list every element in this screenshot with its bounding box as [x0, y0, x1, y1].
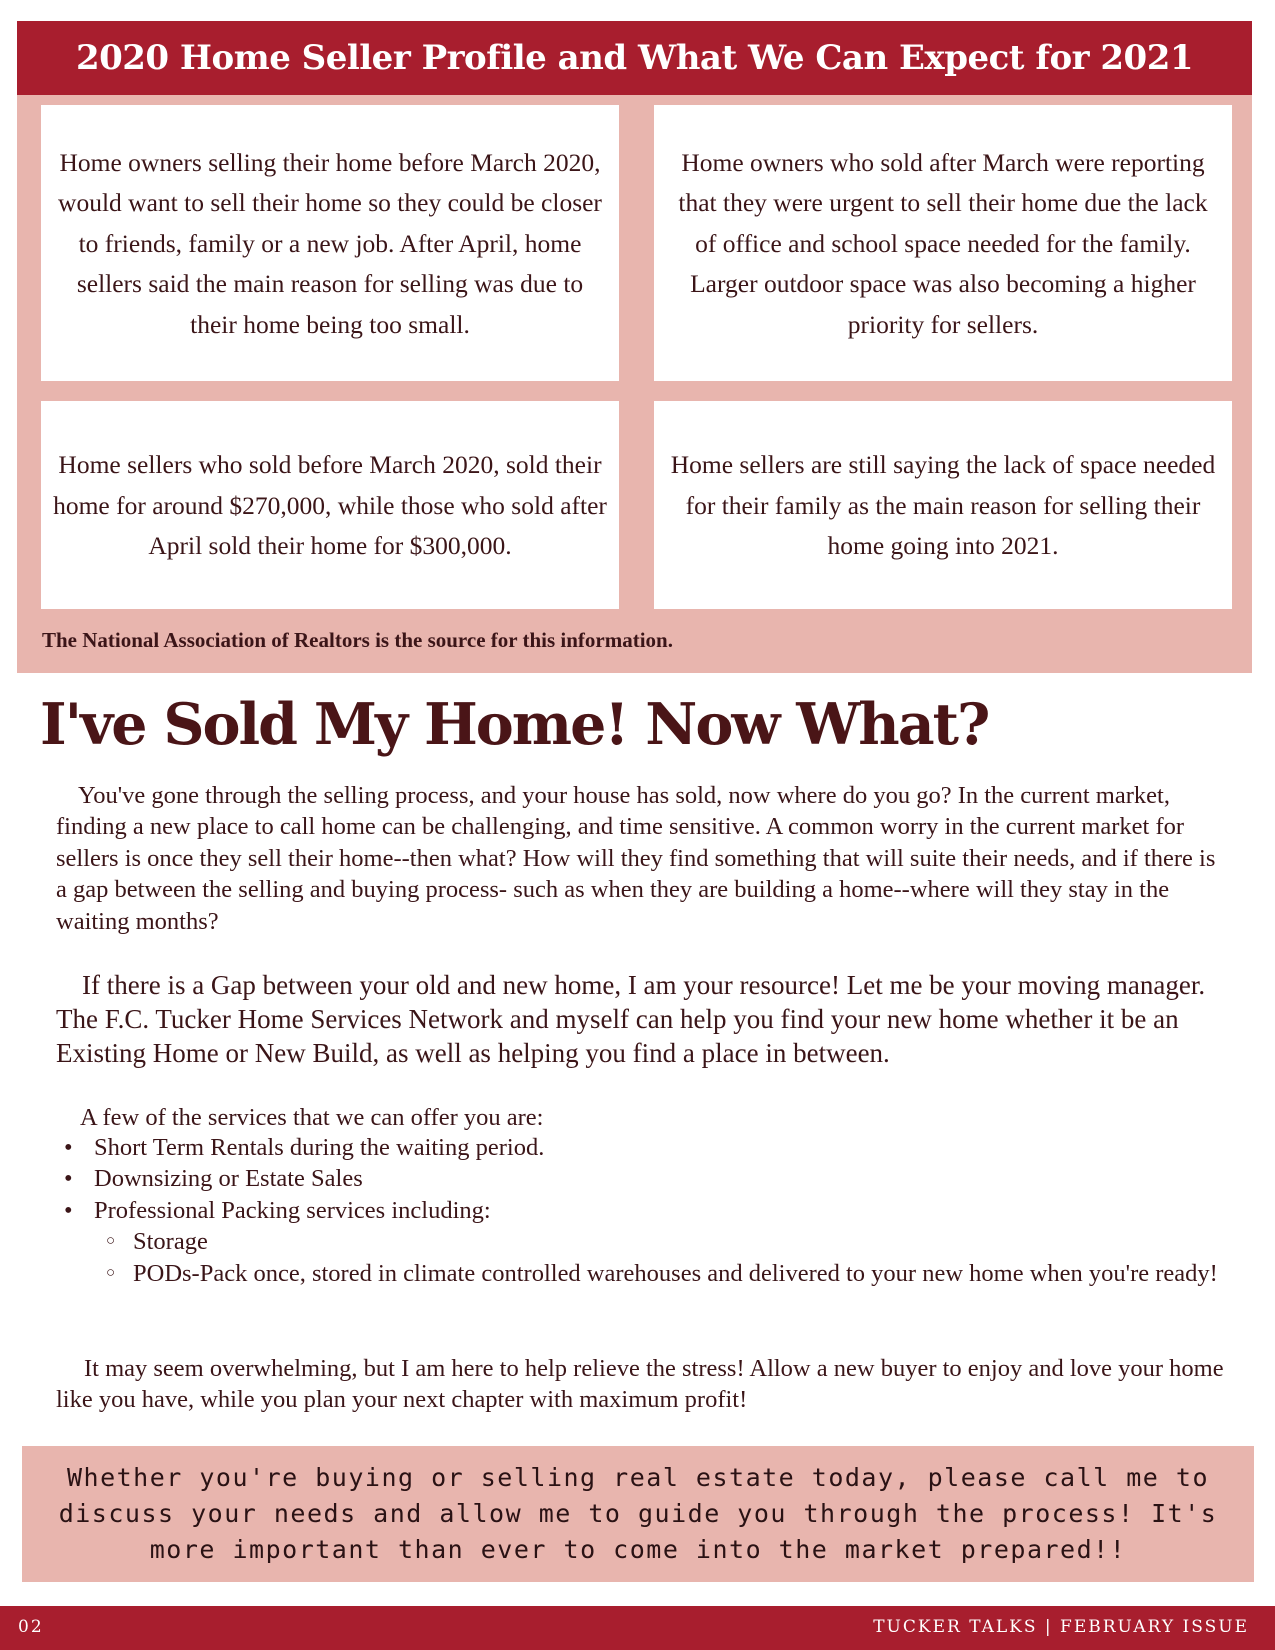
cta-text: Whether you're buying or selling real estate today, please call me to discuss your needs and allow me to guide you through the process! It's more important than ever to come into the market prepared!!	[58, 1463, 1218, 1564]
profile-card-text: Home sellers who sold before March 2020, sold their home for around $270,000, while those who sold after April sold their home for $300,000.	[53, 450, 607, 561]
profile-card-text: Home owners selling their home before March 2020, would want to sell their home so they could be closer to friends, family or a new job. After April, home sellers said the main reason for selling was due to their home being too small.	[58, 147, 602, 339]
page-number: 02	[18, 1617, 44, 1637]
list-item: • Short Term Rentals during the waiting period.	[56, 1132, 1226, 1163]
bullet-icon: •	[64, 1165, 73, 1193]
page-footer	[0, 1606, 1275, 1650]
seller-profile-panel	[17, 21, 1252, 673]
list-item: ○ PODs-Pack once, stored in climate controlled warehouses and delivered to your new home when you're ready!	[56, 1258, 1226, 1289]
paragraph-3-text: It may seem overwhelming, but I am here to help relieve the stress! Allow a new buyer to enjoy and love your home like you have, while you plan your next chapter with maximum profit!	[56, 1355, 1224, 1414]
profile-card-text: Home owners who sold after March were reporting that they were urgent to sell their home due the lack of office and school space needed for the family. Larger outdoor space was also becoming a higher priority for sellers.	[678, 147, 1208, 339]
profile-card-sale-prices	[41, 401, 619, 609]
bullet-icon: •	[64, 1134, 73, 1161]
services-intro: A few of the services that we can offer you are:	[80, 1104, 544, 1131]
article-paragraph-2	[56, 968, 1226, 1070]
paragraph-1-text: You've gone through the selling process, and your house has sold, now where do you go? In the current market, finding a new place to call home can be challenging, and time sensitive. A common worry in the current market for sellers is once they sell their home--then what? How will they find something that will suite their needs, and if there is a gap between the selling and buying process- such as when they are building a home--where will they stay in the waiting months?	[56, 782, 1216, 935]
source-note: The National Association of Realtors is the source for this information.	[42, 628, 673, 652]
profile-card-after-march	[654, 105, 1232, 381]
packing-sublist	[94, 1226, 1226, 1289]
profile-title: 2020 Home Seller Profile and What We Can Expect for 2021	[17, 21, 1252, 95]
list-item: ○ Storage	[56, 1226, 1226, 1257]
services-list	[56, 1132, 1226, 1289]
paragraph-2-text: If there is a Gap between your old and new home, I am your resource! Let me be your moving manager. The F.C. Tucker Home Services Network and myself can help you find your new home whether it be an Existing Home or New Build, as well as helping you find a place in between.	[56, 970, 1206, 1068]
article-paragraph-1	[56, 780, 1226, 937]
call-to-action-box	[22, 1446, 1254, 1582]
circle-bullet-icon: ○	[106, 1233, 116, 1250]
list-item: • Professional Packing services including: ○ Storage ○ PODs-Pack once, stored in climate controlled warehouses and delivered to your new home when you're ready!	[56, 1195, 1226, 1289]
article-title: I've Sold My Home! Now What?	[40, 691, 989, 758]
article-paragraph-3	[56, 1353, 1226, 1416]
bullet-icon: •	[64, 1196, 73, 1224]
profile-card-2021-outlook	[654, 401, 1232, 609]
profile-card-text: Home sellers are still saying the lack of space needed for their family as the main reason for selling their home going into 2021.	[670, 450, 1216, 561]
circle-bullet-icon: ○	[106, 1264, 116, 1281]
profile-card-before-march	[41, 105, 619, 381]
list-item: • Downsizing or Estate Sales	[56, 1163, 1226, 1194]
issue-label: TUCKER TALKS | FEBRUARY ISSUE	[873, 1617, 1249, 1637]
